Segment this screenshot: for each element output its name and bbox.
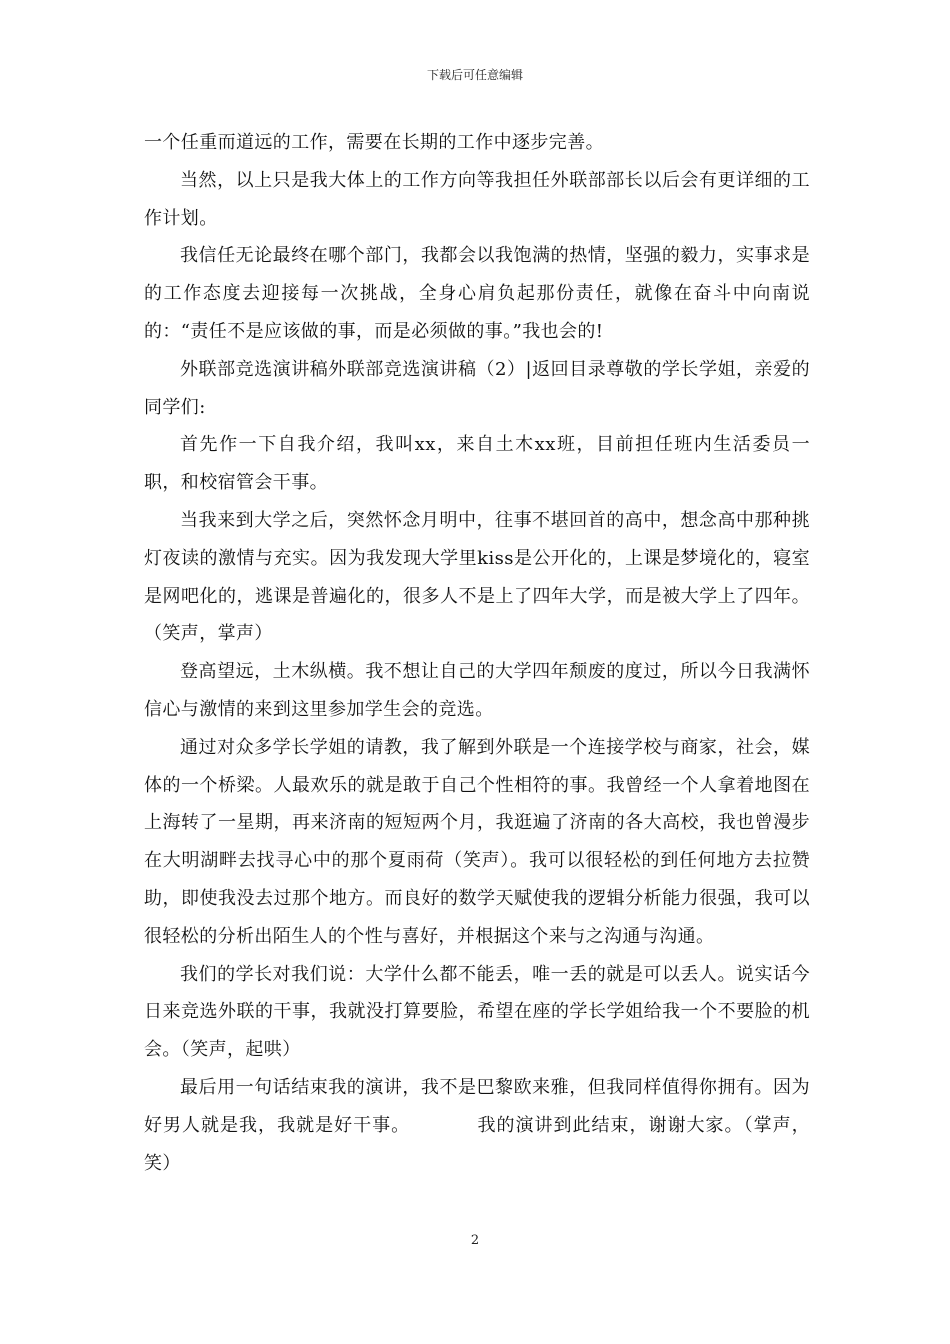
paragraph-10: 最后用一句话结束我的演讲，我不是巴黎欧来雅，但我同样值得你拥有。因为好男人就是我，我就是好干事。 我的演讲到此结束，谢谢大家。（掌声，笑） [144, 1076, 810, 1174]
paragraph-8: 通过对众多学长学姐的请教，我了解到外联是一个连接学校与商家，社会，媒体的一个桥梁。人最欢乐的就是敢于自己个性相符的事。我曾经一个人拿着地图在上海转了一星期，再来济南的短短两个月，我逛遍了济南的各大高校，我也曾漫步在大明湖畔去找寻心中的那个夏雨荷（笑声）。我可以很轻松的到任何地方去拉赞助，即使我没去过那个地方。而良好的数学天赋使我的逻辑分析能力很强，我可以很轻松的分析出陌生人的个性与喜好，并根据这个来与之沟通与沟通。 [144, 736, 810, 947]
paragraph-1: 一个任重而道远的工作，需要在长期的工作中逐步完善。 [144, 132, 604, 153]
paragraph-9: 我们的学长对我们说：大学什么都不能丢，唯一丢的就是可以丢人。说实话今日来竞选外联的干事，我就没打算要脸，希望在座的学长学姐给我一个不要脸的机会。（笑声，起哄） [144, 963, 810, 1061]
paragraph-5: 首先作一下自我介绍，我叫xx，来自土木xx班，目前担任班内生活委员一职，和校宿管会干事。 [144, 434, 810, 494]
paragraph-7: 登高望远，土木纵横。我不想让自己的大学四年颓废的度过，所以今日我满怀信心与激情的来到这里参加学生会的竞选。 [144, 661, 810, 720]
paragraph-6: 当我来到大学之后，突然怀念月明中，往事不堪回首的高中，想念高中那种挑灯夜读的激情与充实。因为我发现大学里kiss是公开化的，上课是梦境化的，寝室是网吧化的，逃课是普遍化的，很多人不是上了四年大学，而是被大学上了四年。（笑声，掌声） [144, 509, 810, 645]
document-body [144, 124, 810, 1182]
page-number: 2 [470, 1233, 480, 1248]
paragraph-2: 当然，以上只是我大体上的工作方向等我担任外联部部长以后会有更详细的工作计划。 [144, 169, 810, 229]
paragraph-4: 外联部竞选演讲稿外联部竞选演讲稿（2）|返回目录尊敬的学长学姐，亲爱的同学们: [144, 358, 810, 418]
page-header: 下载后可任意编辑 [426, 68, 523, 82]
paragraph-3: 我信任无论最终在哪个部门，我都会以我饱满的热情，坚强的毅力，实事求是的工作态度去迎接每一次挑战，全身心肩负起那份责任，就像在奋斗中向南说的：“责任不是应该做的事，而是必须做的事。”我也会的! [144, 245, 810, 342]
